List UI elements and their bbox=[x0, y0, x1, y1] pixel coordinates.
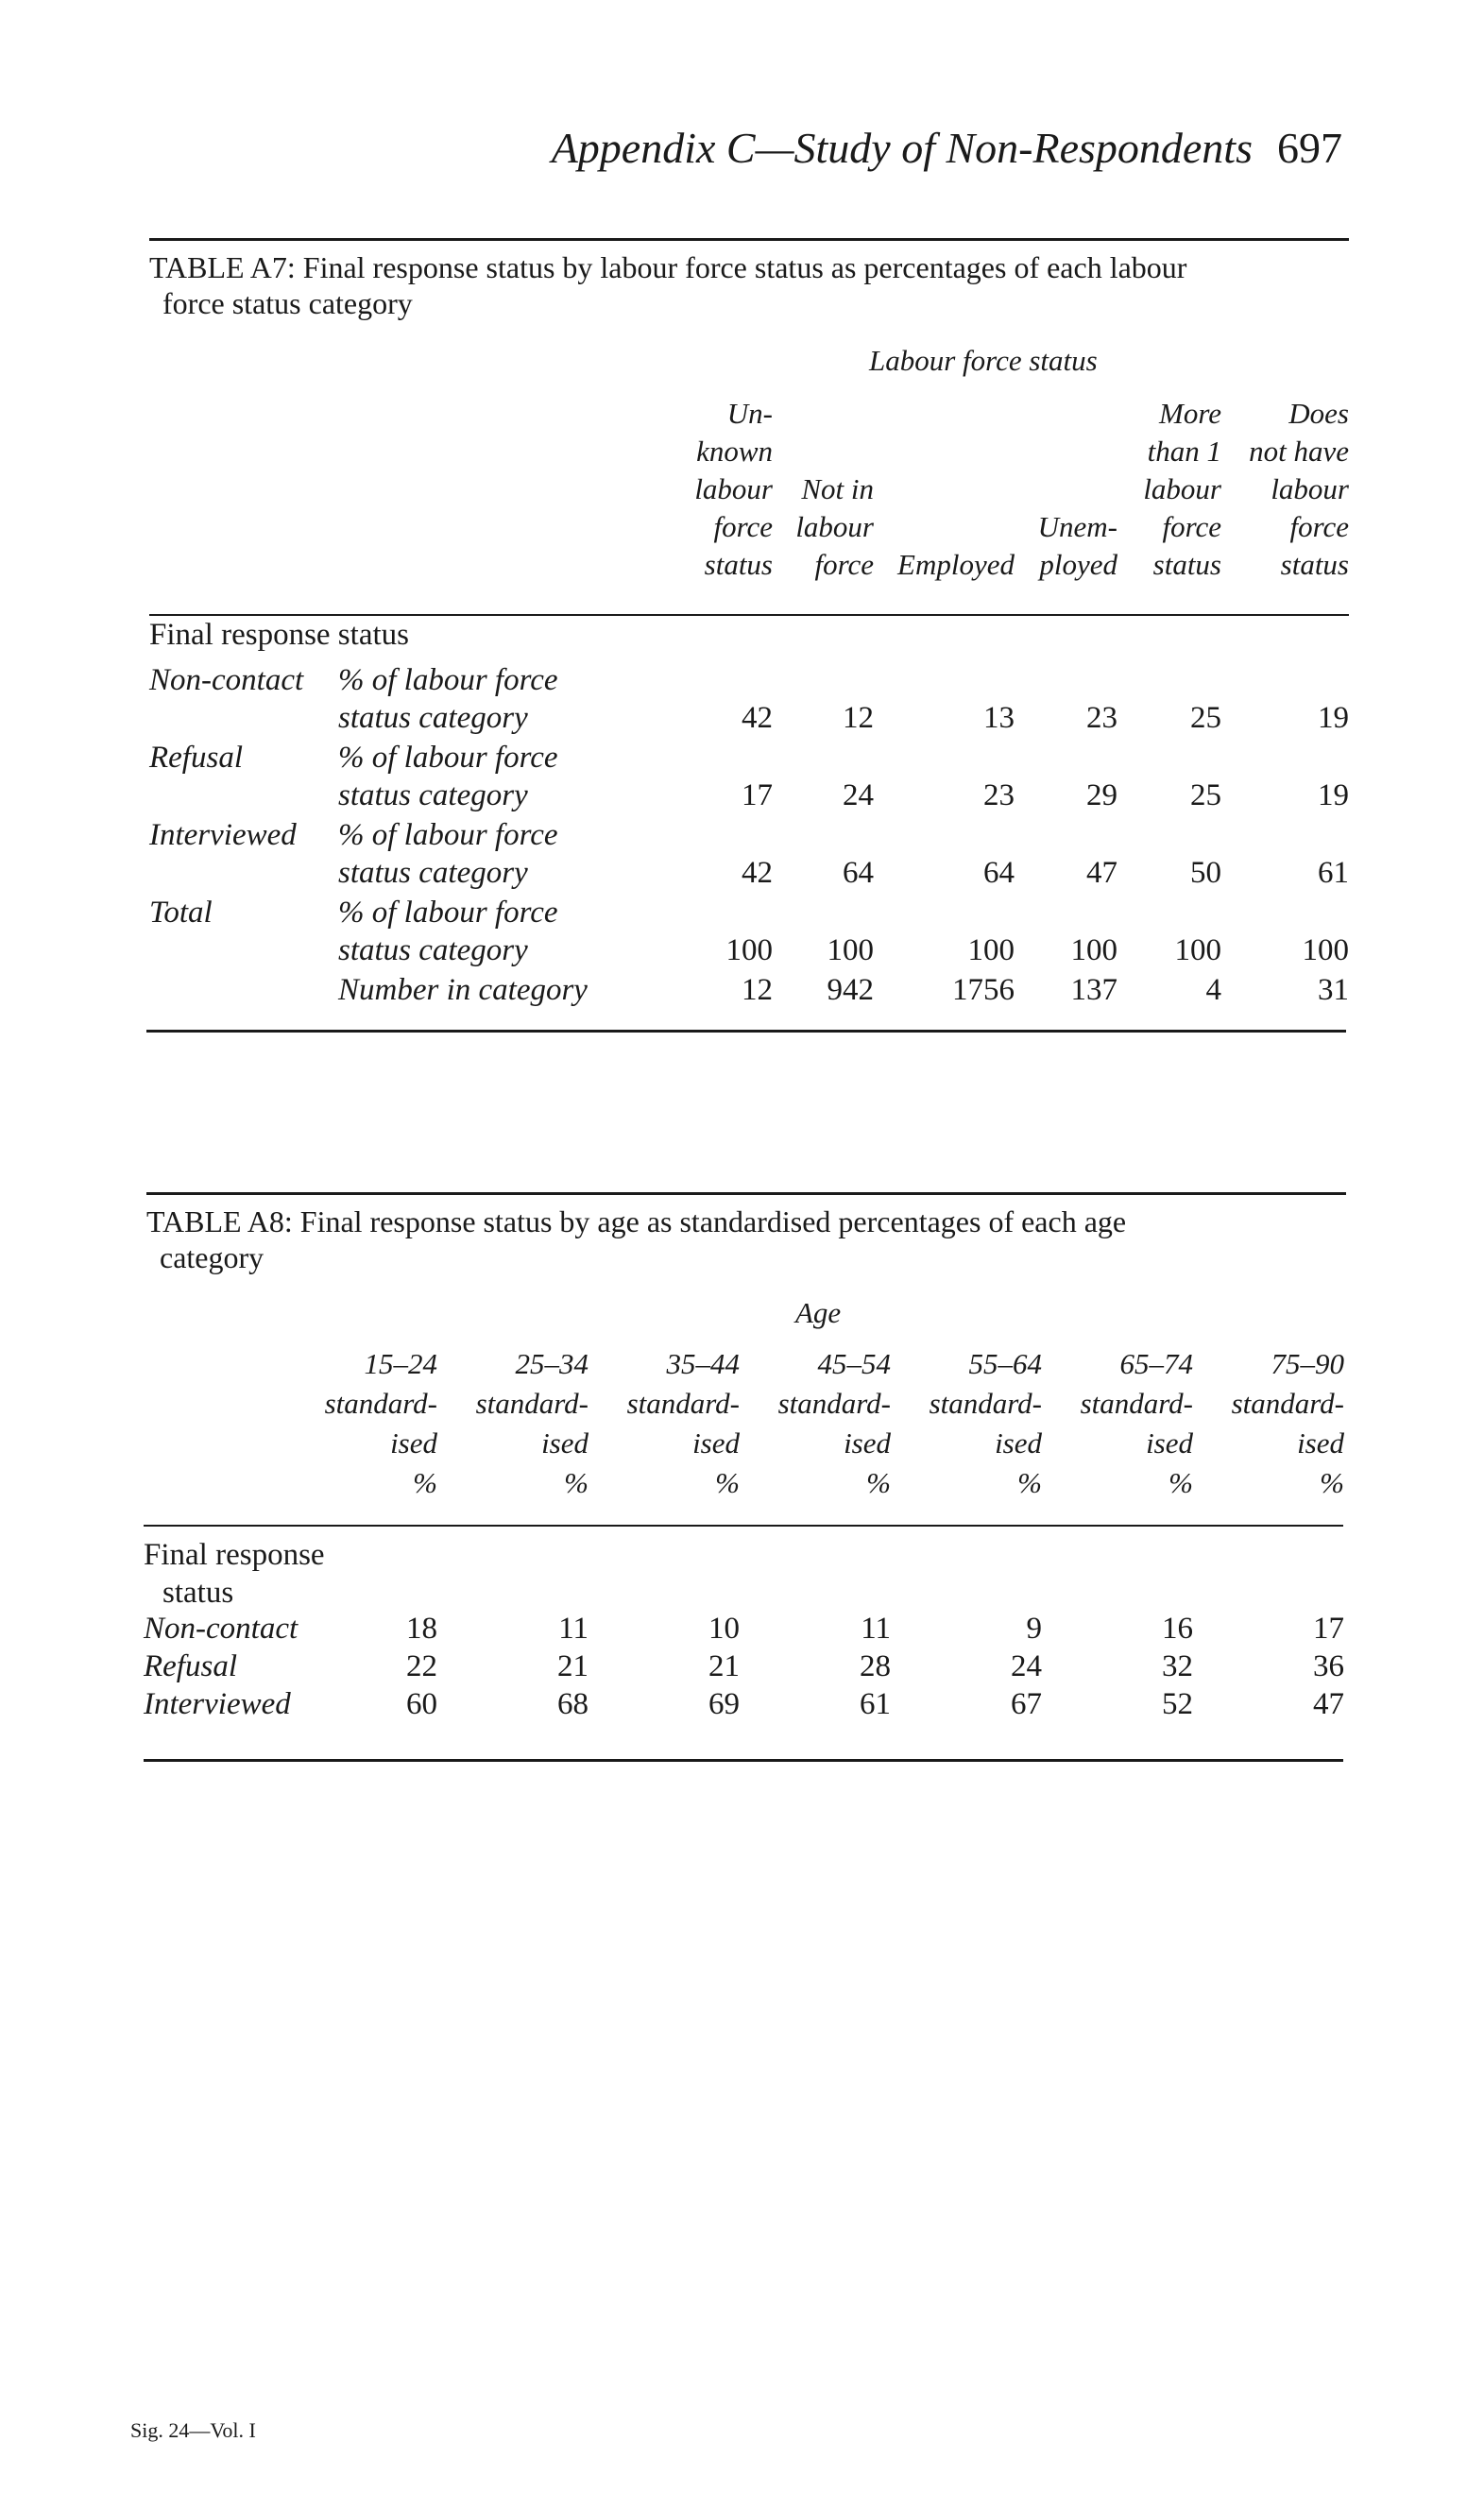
table-a8-column-header bbox=[740, 1345, 891, 1504]
column-header-line: 45–54 bbox=[817, 1347, 891, 1380]
table-a8-cell: 9 bbox=[1026, 1612, 1042, 1646]
table-a8-column-header bbox=[1042, 1345, 1193, 1504]
table-a7-caption-label: TABLE A7: bbox=[149, 250, 296, 284]
table-a7-row-group: Interviewed bbox=[149, 818, 297, 852]
table-a7-cell: 23 bbox=[983, 778, 1015, 812]
table-a8-cell: 24 bbox=[1011, 1649, 1042, 1683]
table-a7-cell: 100 bbox=[967, 933, 1015, 967]
column-header-line: % bbox=[866, 1466, 891, 1499]
column-header-line: 75–90 bbox=[1271, 1347, 1344, 1380]
running-head-title: Appendix C—Study of Non-Respondents bbox=[551, 124, 1253, 172]
column-header-line: standard- bbox=[475, 1387, 588, 1420]
table-a8-cell: 69 bbox=[708, 1687, 740, 1721]
table-a8-column-header bbox=[891, 1345, 1042, 1504]
table-a7-row-label: status category bbox=[338, 701, 528, 735]
table-a8-row-label: Refusal bbox=[144, 1649, 237, 1683]
table-a7-cell: 4 bbox=[1205, 973, 1221, 1007]
column-header-line: 55–64 bbox=[968, 1347, 1042, 1380]
table-a7-row-group: Refusal bbox=[149, 741, 243, 775]
table-a7-cell: 29 bbox=[1086, 778, 1117, 812]
table-a7-cell: 31 bbox=[1318, 973, 1349, 1007]
column-header-line: ised bbox=[995, 1426, 1042, 1460]
table-a7-spanner: Labour force status bbox=[869, 344, 1098, 377]
column-header-line: labour bbox=[1271, 472, 1349, 505]
table-a7-caption-line2: force status category bbox=[162, 286, 413, 320]
table-a8-top-rule bbox=[146, 1192, 1346, 1195]
column-header-line: ployed bbox=[1039, 548, 1117, 581]
table-a7-number-label: Number in category bbox=[338, 973, 588, 1007]
column-header-line: status bbox=[704, 548, 773, 581]
table-a8-cell: 28 bbox=[860, 1649, 891, 1683]
table-a7-cell: 17 bbox=[742, 778, 773, 812]
column-header-line: 35–44 bbox=[666, 1347, 740, 1380]
column-header-line: labour bbox=[795, 510, 874, 543]
column-header-line: labour bbox=[1143, 472, 1221, 505]
table-a7-row-group: Total bbox=[149, 896, 213, 930]
table-a7-column-header bbox=[650, 395, 773, 584]
table-a7-cell: 64 bbox=[983, 856, 1015, 890]
column-header-line: 65–74 bbox=[1119, 1347, 1193, 1380]
table-a8-spanner: Age bbox=[795, 1296, 842, 1329]
table-a7-cell: 42 bbox=[742, 701, 773, 735]
table-a8-cell: 32 bbox=[1162, 1649, 1193, 1683]
column-header-line: force bbox=[814, 548, 874, 581]
column-header-line: not have bbox=[1249, 435, 1349, 468]
column-header-line: % bbox=[715, 1466, 740, 1499]
table-a7-column-header bbox=[1207, 395, 1349, 584]
table-a7-cell: 25 bbox=[1190, 778, 1221, 812]
table-a7-cell: 942 bbox=[827, 973, 874, 1007]
column-header-line bbox=[873, 508, 1015, 546]
table-a8-column-header bbox=[437, 1345, 588, 1504]
table-a7-row-label: % of labour force bbox=[338, 896, 558, 930]
table-a8-row-label: Non-contact bbox=[144, 1612, 299, 1646]
table-a7-row-label: % of labour force bbox=[338, 741, 558, 775]
column-header-line: labour bbox=[694, 472, 773, 505]
table-a8-stub-heading bbox=[144, 1536, 325, 1612]
column-header-line: standard- bbox=[1231, 1387, 1344, 1420]
column-header-line bbox=[873, 395, 1015, 433]
table-a8-caption bbox=[146, 1204, 1346, 1275]
column-header-line: than 1 bbox=[1147, 435, 1221, 468]
table-a8-column-header bbox=[1193, 1345, 1344, 1504]
table-a7-cell: 100 bbox=[1302, 933, 1349, 967]
table-a7-cell: 12 bbox=[742, 973, 773, 1007]
table-a7-row-label: % of labour force bbox=[338, 663, 558, 697]
table-a8-column-header bbox=[588, 1345, 740, 1504]
column-header-line: force bbox=[713, 510, 773, 543]
running-head bbox=[552, 123, 1342, 173]
column-header-line: % bbox=[1320, 1466, 1344, 1499]
column-header-line: % bbox=[1017, 1466, 1042, 1499]
table-a8-cell: 60 bbox=[406, 1687, 437, 1721]
table-a7-header-rule bbox=[149, 614, 1349, 616]
column-header-line: ised bbox=[390, 1426, 437, 1460]
table-a7-cell: 13 bbox=[983, 701, 1015, 735]
table-a7-cell: 12 bbox=[843, 701, 874, 735]
table-a7-cell: 50 bbox=[1190, 856, 1221, 890]
table-a8-cell: 11 bbox=[861, 1612, 891, 1646]
column-header-line: % bbox=[1168, 1466, 1193, 1499]
table-a8-stub-heading-line1: Final response bbox=[144, 1538, 325, 1572]
table-a8-cell: 18 bbox=[406, 1612, 437, 1646]
table-a7-cell: 64 bbox=[843, 856, 874, 890]
table-a7-column-header bbox=[873, 395, 1015, 584]
table-a7-cell: 25 bbox=[1190, 701, 1221, 735]
table-a8-caption-line2: category bbox=[160, 1240, 264, 1274]
column-header-line: % bbox=[413, 1466, 437, 1499]
table-a7-cell: 137 bbox=[1070, 973, 1117, 1007]
table-a8-caption-label: TABLE A8: bbox=[146, 1204, 293, 1238]
table-a7-row-label: status category bbox=[338, 856, 528, 890]
table-a8-header-rule bbox=[144, 1525, 1343, 1527]
column-header-line: ised bbox=[844, 1426, 891, 1460]
table-a7-top-rule bbox=[149, 238, 1349, 241]
table-a8-cell: 61 bbox=[860, 1687, 891, 1721]
table-a7-cell: 24 bbox=[843, 778, 874, 812]
table-a7-column-header bbox=[1099, 395, 1221, 584]
column-header-line: force bbox=[1289, 510, 1349, 543]
table-a8-cell: 47 bbox=[1313, 1687, 1344, 1721]
column-header-line: 15–24 bbox=[364, 1347, 437, 1380]
column-header-line: status bbox=[1152, 548, 1221, 581]
column-header-line: ised bbox=[692, 1426, 740, 1460]
column-header-line: ised bbox=[1146, 1426, 1193, 1460]
column-header-line: standard- bbox=[777, 1387, 891, 1420]
column-header-line bbox=[873, 470, 1015, 508]
table-a8-cell: 67 bbox=[1011, 1687, 1042, 1721]
table-a8-column-header bbox=[286, 1345, 437, 1504]
table-a8-row-label: Interviewed bbox=[144, 1687, 291, 1721]
table-a8-caption-line1: Final response status by age as standardised percentages of each age bbox=[299, 1204, 1127, 1238]
table-a7-bottom-rule bbox=[146, 1030, 1346, 1033]
table-a8-cell: 10 bbox=[708, 1612, 740, 1646]
table-a8-cell: 22 bbox=[406, 1649, 437, 1683]
table-a7-cell: 1756 bbox=[952, 973, 1015, 1007]
page-number: 697 bbox=[1277, 124, 1342, 172]
table-a8-cell: 11 bbox=[558, 1612, 588, 1646]
table-a7-cell: 100 bbox=[725, 933, 773, 967]
table-a7-row-group: Non-contact bbox=[149, 663, 304, 697]
column-header-line: force bbox=[1162, 510, 1221, 543]
table-a7-cell: 42 bbox=[742, 856, 773, 890]
column-header-line: status bbox=[1280, 548, 1349, 581]
column-header-line: 25–34 bbox=[515, 1347, 588, 1380]
table-a7-row-label: status category bbox=[338, 933, 528, 967]
column-header-line: ised bbox=[541, 1426, 588, 1460]
column-header-line: % bbox=[564, 1466, 588, 1499]
table-a8-cell: 36 bbox=[1313, 1649, 1344, 1683]
column-header-line: More bbox=[1159, 397, 1221, 430]
table-a7-cell: 61 bbox=[1318, 856, 1349, 890]
table-a7-caption-line1: Final response status by labour force status as percentages of each labour bbox=[302, 250, 1187, 284]
table-a7-cell: 100 bbox=[827, 933, 874, 967]
table-a8-cell: 21 bbox=[557, 1649, 588, 1683]
column-header-line: Does bbox=[1288, 397, 1349, 430]
table-a7-cell: 100 bbox=[1070, 933, 1117, 967]
table-a7-row-label: % of labour force bbox=[338, 818, 558, 852]
column-header-line bbox=[873, 433, 1015, 470]
column-header-line: standard- bbox=[626, 1387, 740, 1420]
table-a8-cell: 52 bbox=[1162, 1687, 1193, 1721]
column-header-line: Unem- bbox=[1037, 510, 1117, 543]
table-a7-cell: 100 bbox=[1174, 933, 1221, 967]
table-a7-cell: 19 bbox=[1318, 701, 1349, 735]
footer-signature: Sig. 24—Vol. I bbox=[130, 2418, 256, 2442]
table-a8-cell: 16 bbox=[1162, 1612, 1193, 1646]
table-a8-cell: 17 bbox=[1313, 1612, 1344, 1646]
column-header-line: ised bbox=[1297, 1426, 1344, 1460]
column-header-line: standard- bbox=[929, 1387, 1042, 1420]
table-a7-row-label: status category bbox=[338, 778, 528, 812]
table-a7-caption bbox=[149, 249, 1349, 321]
column-header-line bbox=[770, 395, 874, 433]
column-header-line: Un- bbox=[726, 397, 773, 430]
table-a8-cell: 68 bbox=[557, 1687, 588, 1721]
column-header-line: Employed bbox=[897, 548, 1015, 581]
table-a7-cell: 19 bbox=[1318, 778, 1349, 812]
table-a7-cell: 47 bbox=[1086, 856, 1117, 890]
table-a7-cell: 23 bbox=[1086, 701, 1117, 735]
column-header-line: known bbox=[696, 435, 773, 468]
table-a7-column-header bbox=[770, 395, 874, 584]
column-header-line: standard- bbox=[1080, 1387, 1193, 1420]
table-a8-stub-heading-line2: status bbox=[162, 1576, 234, 1610]
column-header-line: Not in bbox=[801, 472, 874, 505]
table-a7-stub-heading: Final response status bbox=[149, 618, 409, 652]
column-header-line bbox=[770, 433, 874, 470]
table-a8-bottom-rule bbox=[144, 1759, 1343, 1762]
column-header-line: standard- bbox=[324, 1387, 437, 1420]
table-a8-cell: 21 bbox=[708, 1649, 740, 1683]
